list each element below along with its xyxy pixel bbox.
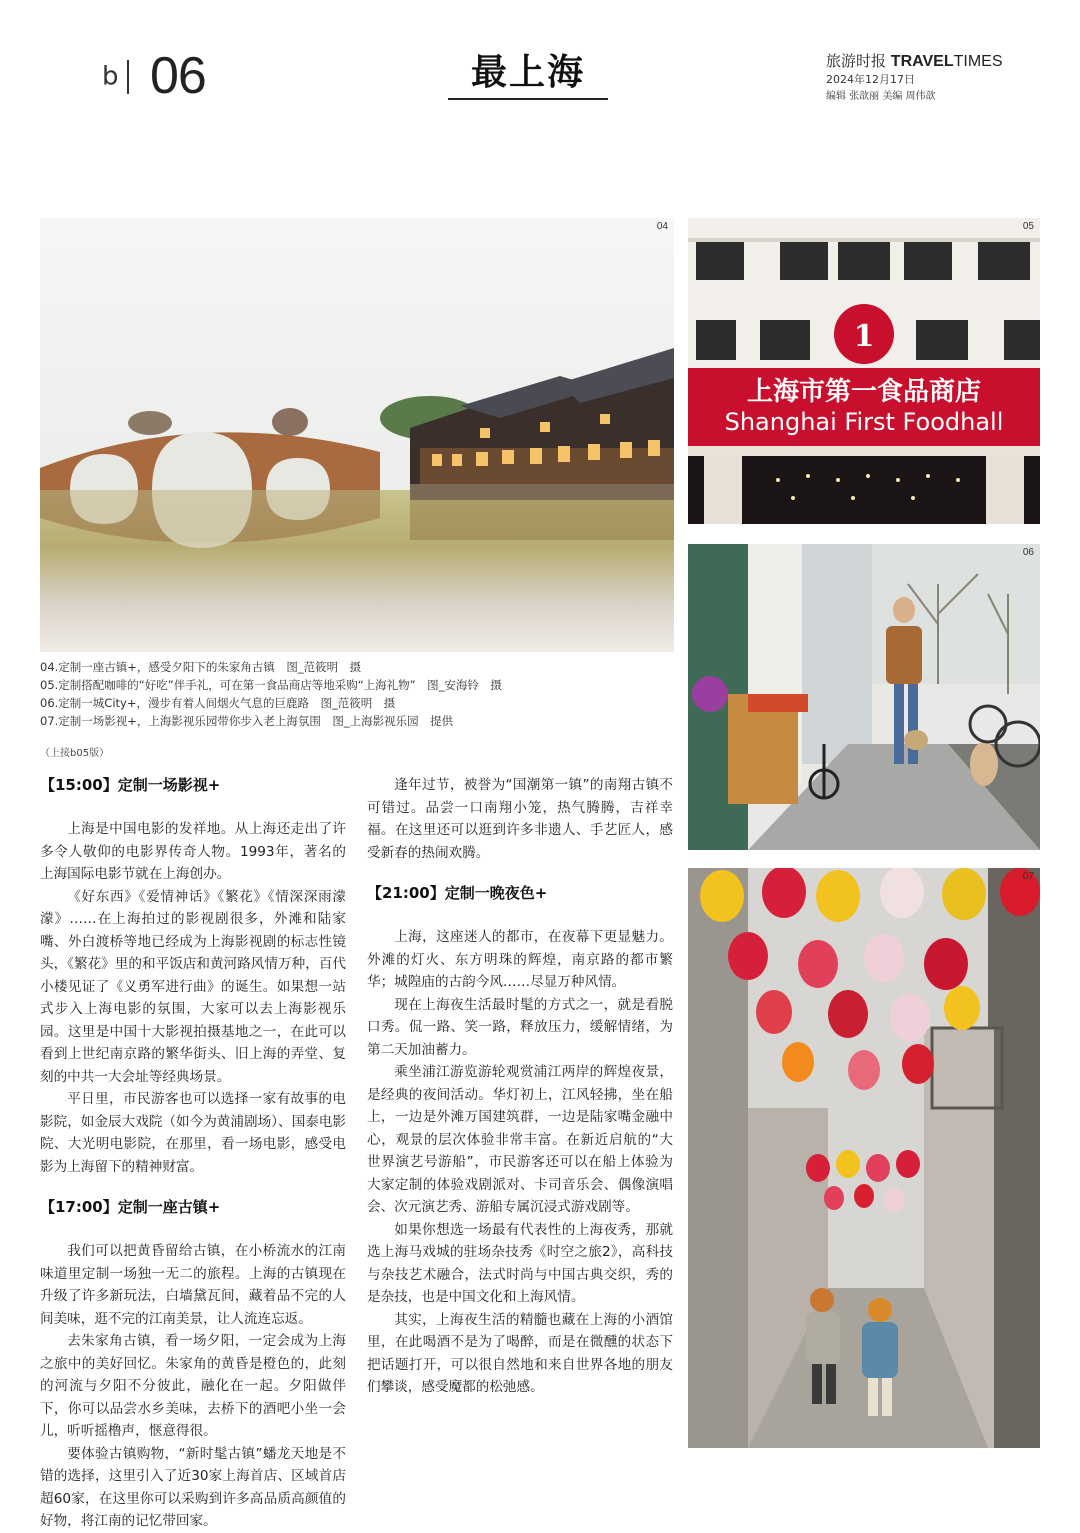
paragraph: 其实，上海夜生活的精髓也藏在上海的小酒馆里，在此喝酒不是为了喝醉，而是在微醺的状态下把话题打开，可以很自然地和来自世界各地的朋友们攀谈，感受魔都的松弛感。 bbox=[367, 1311, 673, 1395]
photo-captions bbox=[40, 658, 680, 730]
caption-07: 07.定制一场影视+，上海影视乐园带你步入老上海氛围 图_上海影视乐园 提供 bbox=[40, 714, 454, 728]
photo-number: 04 bbox=[656, 221, 668, 232]
paragraph: 乘坐浦江游览游轮观赏浦江两岸的辉煌夜景，是经典的夜间活动。华灯初上，江风轻拂，坐在船上，一边是外滩万国建筑群，一边是陆家嘴金融中心，观景的层次体验非常丰富。在新近启航的“大世界演艺号游船”，市民游客还可以在船上体验为大家定制的体验戏剧派对、卡司音乐会、偶像演唱会、次元演艺秀、游船专属沉浸式游戏剧等。 bbox=[367, 1064, 673, 1215]
page-title: 最上海 bbox=[470, 52, 585, 93]
photo-lantern-alley bbox=[688, 868, 1040, 1448]
lantern-alley-illustration bbox=[688, 868, 1040, 1448]
section-heading-night: 【21:00】定制一晚夜色+ bbox=[367, 884, 548, 902]
issue-date: 2024年12月17日 bbox=[826, 73, 915, 86]
section-heading-town: 【17:00】定制一座古镇+ bbox=[40, 1198, 221, 1216]
photo-number: 07 bbox=[1022, 871, 1034, 882]
section-divider bbox=[127, 60, 129, 94]
paragraph: 我们可以把黄昏留给古镇，在小桥流水的江南味道里定制一场独一无二的旅程。上海的古镇现在升级了许多新玩法，白墙黛瓦间，藏着品不完的人间美味，逛不完的江南美景，让人流连忘返。 bbox=[40, 1243, 346, 1327]
photo-zhujiajiao-bridge bbox=[40, 218, 674, 652]
newspaper-name bbox=[826, 50, 1003, 71]
newspaper-name-en-bold: TRAVEL bbox=[890, 53, 954, 70]
paragraph: 《好东西》《爱情神话》《繁花》《情深深雨濛濛》……在上海拍过的影视剧很多，外滩和陆家嘴、外白渡桥等地已经成为上海影视剧的标志性镜头，《繁花》里的和平饭店和黄河路风情万种，百代小楼见证了《义勇军进行曲》的诞生。如果想一站式步入上海电影的氛围，大家可以去上海影视乐园。这里是中国十大影视拍摄基地之一，在此可以看到上世纪南京路的繁华街头、旧上海的弄堂、复刻的中共一大会址等经典场景。 bbox=[40, 888, 346, 1085]
street-illustration bbox=[688, 544, 1040, 850]
article-column-1 bbox=[40, 774, 346, 1533]
paragraph: 现在上海夜生活最时髦的方式之一，就是看脱口秀。侃一路、笑一路，释放压力，缓解情绪，为第二天加油蓄力。 bbox=[367, 996, 673, 1058]
article-column-2 bbox=[367, 774, 673, 1399]
paragraph: 逢年过节，被誉为“国潮第一镇”的南翔古镇不可错过。品尝一口南翔小笼，热气腾腾，吉祥幸福。在这里还可以逛到许多非遗人、手艺匠人，感受新春的热闹欢腾。 bbox=[367, 777, 673, 861]
continued-note: （上接b05版） bbox=[40, 748, 110, 759]
paragraph: 平日里，市民游客也可以选择一家有故事的电影院，如金辰大戏院（如今为黄浦剧场）、国泰电影院、大光明电影院，在那里，看一场电影，感受电影为上海留下的精神财富。 bbox=[40, 1091, 346, 1175]
svg-text:1: 1 bbox=[853, 319, 875, 354]
sign-english: Shanghai First Foodhall bbox=[724, 408, 1004, 436]
section-heading-film: 【15:00】定制一场影视+ bbox=[40, 776, 221, 794]
caption-04: 04.定制一座古镇+，感受夕阳下的朱家角古镇 图_范筱明 摄 bbox=[40, 660, 362, 674]
caption-05: 05.定制搭配咖啡的“好吃”伴手礼，可在第一食品商店等地采购“上海礼物” 图_安海铃 摄 bbox=[40, 678, 502, 692]
newspaper-name-en: TIMES bbox=[953, 53, 1003, 70]
sign-chinese: 上海市第一食品商店 bbox=[746, 377, 982, 407]
photo-julu-road bbox=[688, 544, 1040, 850]
photo-first-foodhall bbox=[688, 218, 1040, 524]
title-underline bbox=[448, 98, 608, 100]
bridge-illustration bbox=[40, 218, 674, 652]
photo-number: 05 bbox=[1022, 221, 1034, 232]
foodhall-illustration bbox=[688, 218, 1040, 524]
paragraph: 要体验古镇购物，“新时髦古镇”蟠龙天地是不错的选择，这里引入了近30家上海首店、区域首店超60家，在这里你可以采购到许多高品质高颜值的好物，将江南的记忆带回家。 bbox=[40, 1445, 346, 1529]
page-number: 06 bbox=[150, 47, 206, 105]
paragraph: 去朱家角古镇，看一场夕阳，一定会成为上海之旅中的美好回忆。朱家角的黄昏是橙色的，此刻的河流与夕阳不分彼此，融化在一起。夕阳做伴下，你可以品尝水乡美味，去桥下的酒吧小坐一会儿，听听摇橹声，惬意得很。 bbox=[40, 1333, 346, 1439]
photo-number: 06 bbox=[1022, 547, 1034, 558]
paragraph: 如果你想选一场最有代表性的上海夜秀，那就选上海马戏城的驻场杂技秀《时空之旅2》，高科技与杂技艺术融合，法式时尚与中国古典交织，秀的是杂技，也是中国文化和上海风情。 bbox=[367, 1221, 673, 1305]
paragraph: 上海是中国电影的发祥地。从上海还走出了许多令人敬仰的电影界传奇人物。1993年，著名的上海国际电影节就在上海创办。 bbox=[40, 821, 346, 882]
paragraph: 上海，这座迷人的都市，在夜幕下更显魅力。外滩的灯火、东方明珠的辉煌，南京路的都市繁华；城隍庙的古韵今风……尽显万种风情。 bbox=[367, 929, 673, 990]
editor-credit: 编辑 张歆丽 美编 周伟歆 bbox=[826, 91, 936, 102]
newspaper-name-cn: 旅游时报 bbox=[826, 52, 887, 70]
section-letter: b bbox=[102, 60, 135, 94]
caption-06: 06.定制一城City+，漫步有着人间烟火气息的巨鹿路 图_范筱明 摄 bbox=[40, 696, 396, 710]
